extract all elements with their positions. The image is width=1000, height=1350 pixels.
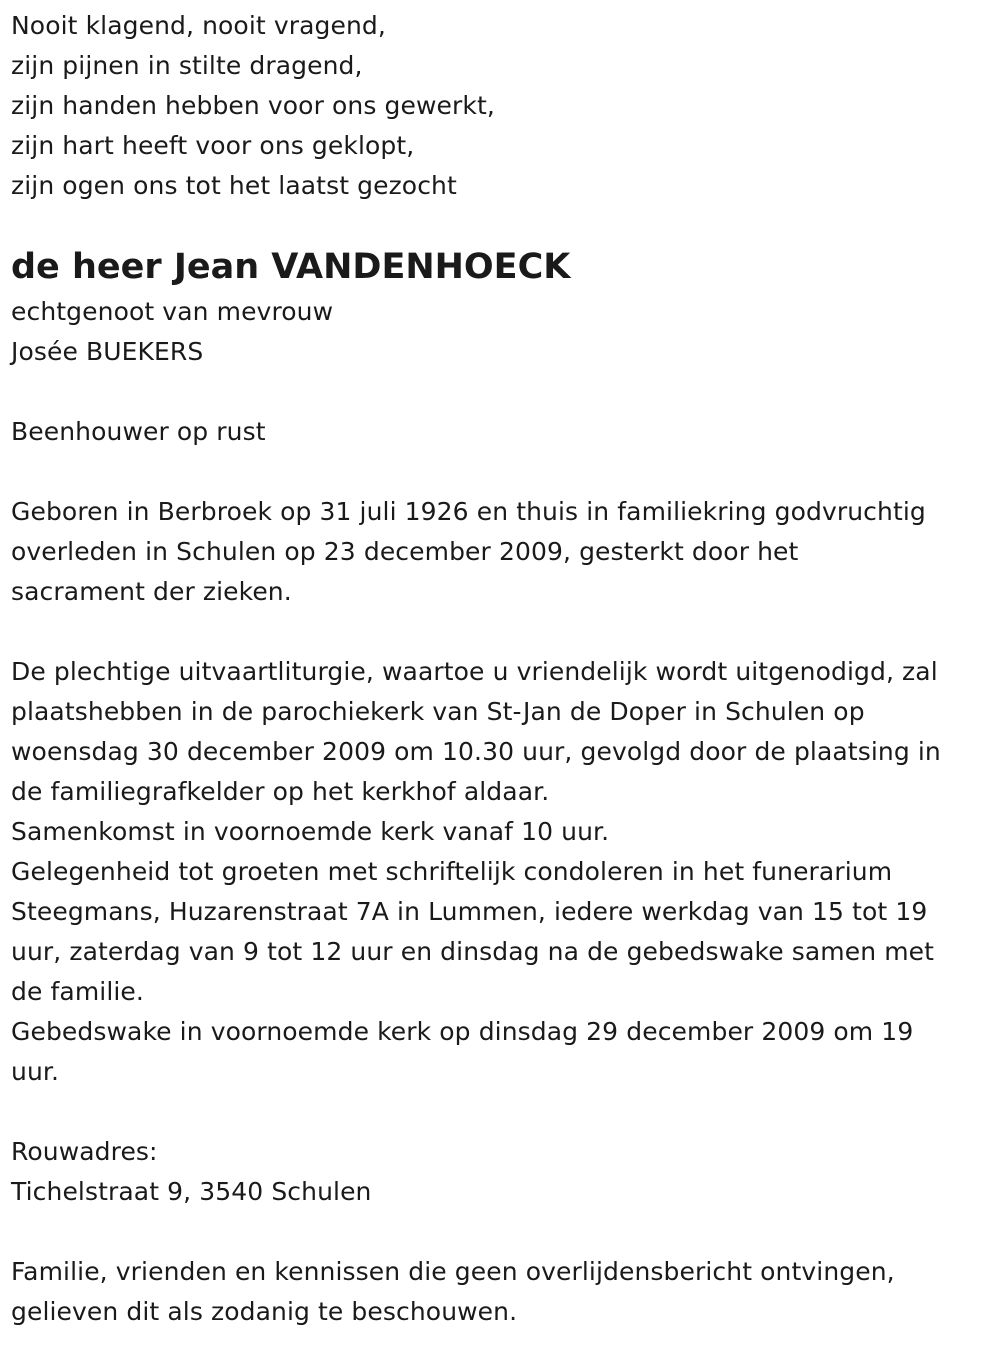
paragraph-line: Geboren in Berbroek op 31 juli 1926 en thuis in familiekring godvruchtig	[11, 497, 926, 526]
paragraph-line: Samenkomst in voornoemde kerk vanaf 10 uur.	[11, 817, 610, 846]
funeral-paragraph	[11, 652, 1000, 1092]
poem-line: Nooit klagend, nooit vragend,	[11, 11, 386, 40]
paragraph-line: gelieven dit als zodanig te beschouwen.	[11, 1297, 518, 1326]
paragraph-line: uur, zaterdag van 9 tot 12 uur en dinsdag na de gebedswake samen met	[11, 937, 935, 966]
paragraph-line: De plechtige uitvaartliturgie, waartoe u vriendelijk wordt uitgenodigd, zal	[11, 657, 938, 686]
poem-line: zijn hart heeft voor ons geklopt,	[11, 131, 415, 160]
occupation: Beenhouwer op rust	[11, 417, 266, 446]
closing-paragraph	[11, 1252, 1000, 1332]
spouse-line: Josée BUEKERS	[11, 337, 204, 366]
mourning-address	[11, 1132, 1000, 1212]
poem-line: zijn ogen ons tot het laatst gezocht	[11, 171, 457, 200]
paragraph-line: de familie.	[11, 977, 144, 1006]
spacer	[11, 452, 1000, 492]
paragraph-line: Familie, vrienden en kennissen die geen overlijdensbericht ontvingen,	[11, 1257, 895, 1286]
paragraph-line: Gebedswake in voornoemde kerk op dinsdag 29 december 2009 om 19	[11, 1017, 914, 1046]
spacer	[11, 612, 1000, 652]
paragraph-line: uur.	[11, 1057, 60, 1086]
poem	[11, 6, 1000, 206]
spouse-info	[11, 292, 1000, 372]
paragraph-line: de familiegrafkelder op het kerkhof aldaar.	[11, 777, 550, 806]
poem-line: zijn pijnen in stilte dragend,	[11, 51, 363, 80]
deceased-name: de heer Jean VANDENHOECK	[11, 247, 571, 287]
address-value: Tichelstraat 9, 3540 Schulen	[11, 1177, 372, 1206]
birth-death-paragraph	[11, 492, 1000, 612]
paragraph-line: plaatshebben in de parochiekerk van St-Jan de Doper in Schulen op	[11, 697, 865, 726]
paragraph-line: Steegmans, Huzarenstraat 7A in Lummen, iedere werkdag van 15 tot 19	[11, 897, 928, 926]
paragraph-line: Gelegenheid tot groeten met schriftelijk condoleren in het funerarium	[11, 857, 893, 886]
paragraph-line: woensdag 30 december 2009 om 10.30 uur, gevolgd door de plaatsing in	[11, 737, 941, 766]
spacer	[11, 1092, 1000, 1132]
spacer	[11, 1212, 1000, 1252]
spouse-line: echtgenoot van mevrouw	[11, 297, 334, 326]
spacer	[11, 372, 1000, 412]
paragraph-line: sacrament der zieken.	[11, 577, 292, 606]
address-label: Rouwadres:	[11, 1137, 158, 1166]
poem-line: zijn handen hebben voor ons gewerkt,	[11, 91, 495, 120]
paragraph-line: overleden in Schulen op 23 december 2009, gesterkt door het	[11, 537, 799, 566]
